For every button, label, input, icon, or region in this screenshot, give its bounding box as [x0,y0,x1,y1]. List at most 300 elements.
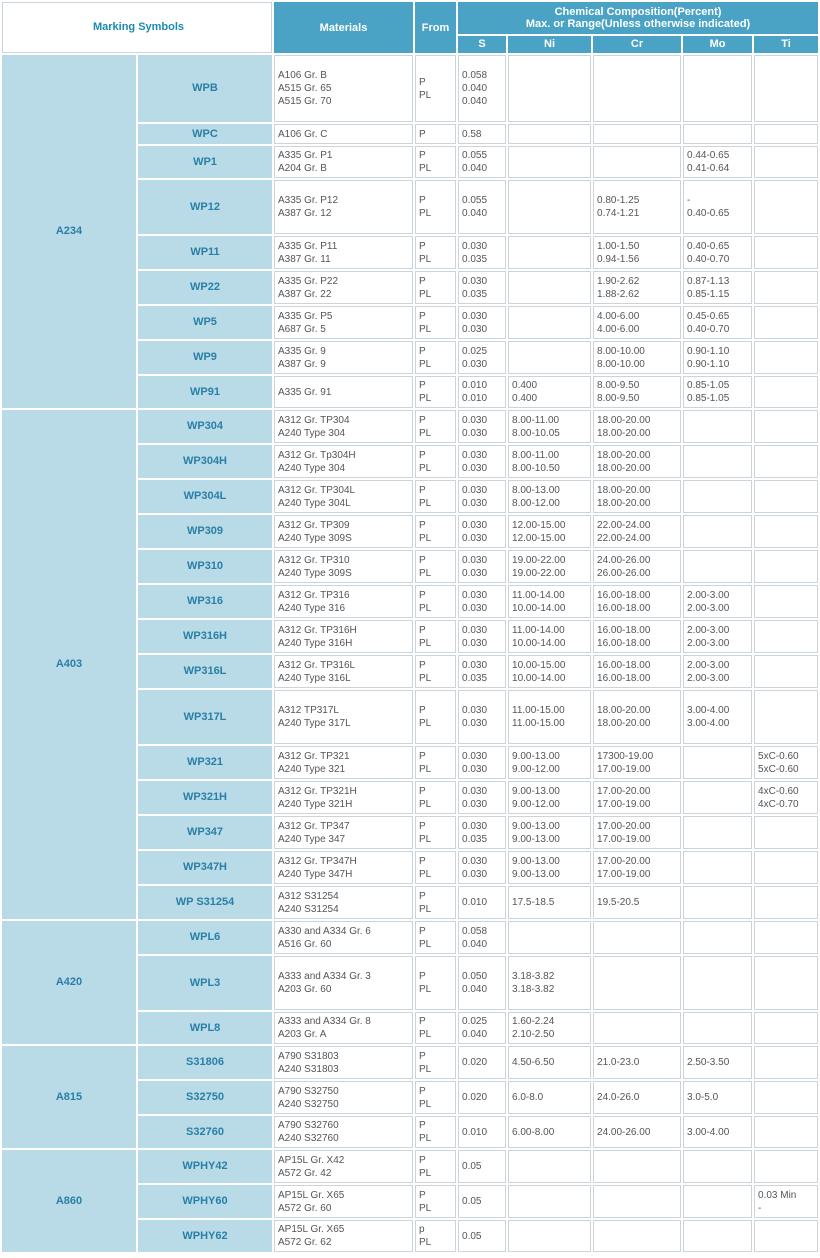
ni-cell-line: 4.50-6.50 [512,1057,555,1068]
from-cell-line: P [419,925,426,937]
ni-cell-line: 10.00-14.00 [512,637,566,649]
s-cell-line: 0.040 [462,938,488,950]
from-cell-line: PL [419,567,432,579]
materials-cell-line: A312 Gr. TP309 [278,519,350,531]
from-cell-line: P [419,449,426,461]
symbol-cell: WP321H [138,781,272,814]
cr-cell [593,690,681,744]
mo-cell-line: 0.90-1.10 [687,345,730,357]
chemical-composition-header [458,2,818,34]
col-s-header: S [458,36,506,53]
ti-cell [754,1185,818,1218]
s-cell [458,341,506,374]
from-cell-line: P [419,128,426,140]
ni-cell [508,816,591,849]
s-cell [458,620,506,653]
s-cell-line: 0.030 [462,275,488,287]
from-cell-line: P [419,150,426,161]
cr-cell-line: 26.00-26.00 [597,567,651,579]
ti-cell [754,306,818,339]
mo-cell-line: 0.85-1.15 [687,288,730,300]
materials-cell-line: A515 Gr. 65 [278,83,332,94]
materials-cell [274,620,413,653]
materials-cell-line: A790 S32760 [278,1120,339,1131]
from-cell-line: PL [419,1098,432,1110]
from-cell-line: P [419,659,426,671]
ti-cell [754,851,818,884]
ni-cell-line: 11.00-15.00 [512,705,565,716]
symbol-cell: WP1 [138,146,272,178]
cr-cell-line: 17.00-20.00 [597,855,651,867]
cr-cell-line: 1.88-2.62 [597,288,640,300]
s-cell [458,851,506,884]
ni-cell-line: 11.00-14.00 [512,624,565,636]
materials-cell-line: A240 Type 347H [278,868,353,880]
materials-cell-line: A387 Gr. 12 [278,208,332,219]
materials-cell-line: A240 Type 317L [278,718,351,729]
s-cell-line: 0.035 [462,672,488,684]
table-body [2,55,818,1252]
mo-cell-line: 3.00-4.00 [687,705,730,716]
materials-cell [274,445,413,478]
s-cell-line: 0.030 [462,240,488,252]
cr-cell [593,585,681,618]
table-row [2,1046,818,1079]
from-cell-line: P [419,380,426,391]
ni-cell-line: 10.00-14.00 [512,672,566,684]
ni-cell-line: 8.00-13.00 [512,484,560,496]
cr-cell-line: 16.00-18.00 [597,602,651,614]
materials-cell-line: A240 S31254 [278,903,339,915]
cr-cell-line: 22.00-24.00 [597,519,651,531]
from-cell [415,851,456,884]
mo-cell-line: 0.85-1.05 [687,380,730,391]
mo-cell-line: 3.00-4.00 [687,1126,730,1138]
from-cell [415,746,456,779]
from-cell [415,1046,456,1079]
mo-cell-line: 2.50-3.50 [687,1057,730,1068]
ti-cell-line: - [758,1202,762,1214]
ni-cell [508,1185,591,1218]
materials-cell-line: A312 Gr. TP310 [278,554,350,566]
materials-cell-line: A240 Type 309S [278,567,352,579]
s-cell [458,271,506,304]
cr-cell [593,746,681,779]
ni-cell-line: 0.400 [512,393,538,404]
cr-cell [593,480,681,513]
materials-cell-line: A387 Gr. 11 [278,253,331,265]
materials-cell [274,376,413,408]
from-cell [415,515,456,548]
materials-cell [274,851,413,884]
ni-cell [508,236,591,269]
s-cell [458,690,506,744]
cr-cell-line: 19.5-20.5 [597,897,640,908]
materials-cell [274,55,413,122]
marking-symbols-header: Marking Symbols [2,2,272,53]
materials-cell-line: A240 S32760 [278,1133,339,1144]
mo-cell [683,620,752,653]
s-cell-line: 0.030 [462,310,488,322]
s-cell-line: 0.030 [462,637,488,649]
mo-cell [683,515,752,548]
s-cell [458,1220,506,1252]
ni-cell [508,271,591,304]
materials-cell-line: A387 Gr. 22 [278,288,332,300]
symbol-cell: WP304H [138,445,272,478]
from-cell-line: PL [419,833,432,845]
materials-cell [274,655,413,688]
cr-cell-line: 0.74-1.21 [597,208,640,219]
cr-cell-line: 16.00-18.00 [597,589,651,601]
ni-cell-line: 9.00-13.00 [512,750,560,762]
from-cell-line: P [419,785,426,797]
from-cell [415,550,456,583]
s-cell-line: 0.030 [462,427,488,439]
ni-cell [508,480,591,513]
ti-cell [754,655,818,688]
s-cell-line: 0.025 [462,345,488,357]
s-cell-line: 0.030 [462,567,488,579]
ni-cell-line: 11.00-14.00 [512,589,565,601]
ti-cell [754,445,818,478]
mo-cell [683,690,752,744]
from-cell [415,886,456,919]
s-cell-line: 0.010 [462,393,488,404]
from-cell-line: PL [419,637,432,649]
cr-cell-line: 18.00-20.00 [597,449,651,461]
s-cell-line: 0.010 [462,1126,488,1138]
cr-cell-line: 16.00-18.00 [597,659,651,671]
from-cell-line: P [419,554,426,566]
s-cell [458,376,506,408]
materials-cell [274,781,413,814]
mo-cell [683,306,752,339]
from-cell [415,341,456,374]
materials-cell-line: A790 S32750 [278,1085,339,1097]
materials-cell-line: A790 S31803 [278,1050,339,1062]
ti-cell-line: 5xC-0.60 [758,763,799,775]
s-cell-line: 0.010 [462,380,488,391]
chem-title: Chemical Composition(Percent) [554,6,722,19]
from-cell [415,1150,456,1183]
ti-cell [754,886,818,919]
materials-cell-line: A240 Type 347 [278,833,346,845]
from-cell-line: P [419,1085,426,1097]
ti-cell [754,1081,818,1114]
s-cell-line: 0.05 [462,1196,482,1207]
ni-cell-line: 12.00-15.00 [512,532,566,544]
mo-cell-line: 3.0-5.0 [687,1092,719,1103]
ti-cell [754,585,818,618]
ti-cell-line: 4xC-0.60 [758,785,799,797]
from-cell-line: PL [419,868,432,880]
from-cell [415,306,456,339]
cr-cell-line: 18.00-20.00 [597,414,651,426]
materials-cell-line: A312 Gr. TP316 [278,589,350,601]
materials-cell-line: A335 Gr. P5 [278,310,333,322]
s-cell-line: 0.030 [462,785,488,797]
symbol-cell: WPC [138,124,272,144]
materials-cell [274,550,413,583]
cr-cell-line: 8.00-9.50 [597,393,640,404]
materials-cell-line: A312 Gr. TP347 [278,820,350,832]
materials-cell [274,1185,413,1218]
mo-cell-line: 2.00-3.00 [687,602,730,614]
cr-cell [593,124,681,144]
s-cell [458,1081,506,1114]
symbol-cell: WP316L [138,655,272,688]
ni-cell-line: 9.00-13.00 [512,868,560,880]
materials-cell-line: AP15L Gr. X65 [278,1224,345,1235]
materials-cell-line: A240 Type 316 [278,602,346,614]
s-cell-line: 0.035 [462,253,488,265]
materials-cell-line: A330 and A334 Gr. 6 [278,925,371,937]
materials-cell [274,124,413,144]
s-cell-line: 0.035 [462,833,488,845]
cr-cell [593,341,681,374]
ni-cell [508,1150,591,1183]
cr-cell-line: 18.00-20.00 [597,462,651,474]
standard-cell: A234 [2,55,136,408]
mo-cell [683,1081,752,1114]
col-ti-header: Ti [754,36,818,53]
ti-cell [754,690,818,744]
ti-cell [754,271,818,304]
symbol-cell: WPHY62 [138,1220,272,1252]
materials-cell-line: A335 Gr. P12 [278,195,339,206]
materials-cell-line: AP15L Gr. X65 [278,1189,345,1201]
materials-cell-line: A240 Type 316L [278,672,351,684]
cr-cell [593,816,681,849]
ti-cell-line: 0.03 Min [758,1189,797,1201]
materials-cell [274,410,413,443]
ni-cell [508,515,591,548]
from-cell-line: P [419,240,426,252]
ni-cell-line: 17.5-18.5 [512,897,555,908]
symbol-cell: WP317L [138,690,272,744]
ni-cell [508,1220,591,1252]
materials-cell-line: A312 S31254 [278,890,339,902]
cr-cell [593,1185,681,1218]
ni-cell [508,921,591,954]
s-cell-line: 0.040 [462,96,488,107]
from-cell-line: PL [419,672,432,684]
ni-cell [508,781,591,814]
from-cell [415,620,456,653]
s-cell-line: 0.030 [462,532,488,544]
cr-cell [593,886,681,919]
cr-cell [593,781,681,814]
from-cell-line: PL [419,1167,432,1179]
symbol-cell: WPL3 [138,956,272,1010]
s-cell [458,816,506,849]
materials-cell [274,306,413,339]
cr-cell [593,55,681,122]
s-cell-line: 0.055 [462,150,488,161]
ni-cell [508,1046,591,1079]
cr-cell [593,620,681,653]
ni-cell-line: 6.00-8.00 [512,1126,555,1138]
from-cell-line: PL [419,1237,432,1248]
materials-cell-line: A240 S32750 [278,1098,339,1110]
symbol-cell: WP316H [138,620,272,653]
materials-cell-line: A240 Type 321H [278,798,353,810]
ni-cell-line: 8.00-12.00 [512,497,560,509]
from-cell [415,1116,456,1148]
materials-cell-line: A312 Gr. TP304 [278,414,350,426]
s-cell-line: 0.030 [462,868,488,880]
from-cell-line: PL [419,763,432,775]
cr-cell [593,445,681,478]
s-cell-line: 0.05 [462,1230,482,1242]
s-cell-line: 0.030 [462,414,488,426]
s-cell-line: 0.030 [462,718,488,729]
ni-cell [508,746,591,779]
ti-cell [754,1150,818,1183]
mo-cell-line: 0.40-0.65 [687,208,730,219]
ni-cell [508,306,591,339]
ti-cell [754,956,818,1010]
ni-cell-line: 10.00-14.00 [512,602,566,614]
s-cell [458,236,506,269]
from-cell-line: P [419,750,426,762]
s-cell-line: 0.020 [462,1057,488,1068]
s-cell-line: 0.030 [462,659,488,671]
s-cell-line: 0.030 [462,484,488,496]
materials-cell [274,146,413,178]
ni-cell-line: 8.00-10.50 [512,462,560,474]
mo-cell [683,1185,752,1218]
mo-cell-line: 0.85-1.05 [687,393,730,404]
cr-cell-line: 18.00-20.00 [597,705,651,716]
from-cell-line: P [419,310,426,322]
from-cell-line: PL [419,462,432,474]
ti-cell [754,376,818,408]
s-cell-line: 0.030 [462,855,488,867]
s-cell [458,550,506,583]
s-cell [458,1185,506,1218]
mo-cell [683,886,752,919]
from-cell-line: PL [419,1133,432,1144]
from-cell-line: P [419,414,426,426]
cr-cell-line: 22.00-24.00 [597,532,651,544]
mo-cell [683,55,752,122]
cr-cell-line: 18.00-20.00 [597,718,651,729]
materials-cell-line: A516 Gr. 60 [278,938,332,950]
symbol-cell: WPL8 [138,1012,272,1044]
mo-cell [683,1150,752,1183]
from-cell-line: P [419,1189,426,1201]
s-cell [458,655,506,688]
from-cell-line: PL [419,427,432,439]
s-cell-line: 0.055 [462,195,488,206]
col-ni-header: Ni [508,36,591,53]
s-cell-line: 0.025 [462,1016,488,1027]
ni-cell [508,341,591,374]
mo-cell-line: 2.00-3.00 [687,672,730,684]
cr-cell-line: 1.00-1.50 [597,240,640,252]
mo-cell-line: 2.00-3.00 [687,659,730,671]
symbol-cell: WP11 [138,236,272,269]
materials-cell-line: A515 Gr. 70 [278,96,332,107]
s-cell-line: 0.58 [462,128,482,140]
ni-cell [508,956,591,1010]
symbol-cell: WP5 [138,306,272,339]
cr-cell [593,271,681,304]
from-cell-line: PL [419,163,432,174]
ti-cell [754,55,818,122]
ni-cell [508,1012,591,1044]
mo-cell [683,376,752,408]
from-cell [415,1081,456,1114]
materials-cell [274,1150,413,1183]
from-cell-line: P [419,1154,426,1166]
ti-cell [754,410,818,443]
materials-cell [274,1046,413,1079]
s-cell-line: 0.050 [462,971,488,982]
s-cell-line: 0.030 [462,554,488,566]
ni-cell-line: 8.00-10.05 [512,427,560,439]
table-row [2,410,818,443]
cr-cell-line: 17.00-19.00 [597,833,651,845]
symbol-cell: S32760 [138,1116,272,1148]
ni-cell-line: 9.00-13.00 [512,833,560,845]
materials-cell-line: A312 Gr. TP321H [278,785,357,797]
mo-cell [683,146,752,178]
s-cell-line: 0.010 [462,897,488,908]
standard-cell: A860 [2,1150,136,1252]
cr-cell-line: 4.00-6.00 [597,310,640,322]
from-cell-line: P [419,345,426,357]
ni-cell [508,410,591,443]
materials-cell-line: A312 Gr. Tp304H [278,449,356,461]
symbol-cell: WP304 [138,410,272,443]
materials-cell-line: A312 Gr. TP321 [278,750,350,762]
materials-cell-line: A106 Gr. B [278,70,327,81]
mo-cell [683,1012,752,1044]
materials-cell [274,690,413,744]
from-cell-line: P [419,195,426,206]
from-cell-line: P [419,76,426,88]
ni-cell-line: 19.00-22.00 [512,554,566,566]
mo-cell [683,816,752,849]
standard-cell: A403 [2,410,136,919]
s-cell [458,886,506,919]
s-cell [458,146,506,178]
mo-cell-line: 0.40-0.65 [687,240,730,252]
from-cell-line: PL [419,89,432,101]
from-cell-line: P [419,1120,426,1131]
cr-cell [593,1046,681,1079]
mo-cell-line: 0.87-1.13 [687,275,730,287]
materials-cell-line: A240 Type 304L [278,497,351,509]
symbol-cell: WP310 [138,550,272,583]
from-cell-line: PL [419,208,432,219]
s-cell-line: 0.030 [462,449,488,461]
ni-cell-line: 2.10-2.50 [512,1029,555,1040]
cr-cell [593,655,681,688]
mo-cell-line: 2.00-3.00 [687,624,730,636]
ti-cell [754,480,818,513]
cr-cell [593,410,681,443]
symbol-cell: WPL6 [138,921,272,954]
s-cell [458,55,506,122]
materials-cell-line: A335 Gr. 9 [278,345,326,357]
standard-cell: A420 [2,921,136,1044]
s-cell-line: 0.030 [462,589,488,601]
mo-cell-line: - [687,195,691,206]
